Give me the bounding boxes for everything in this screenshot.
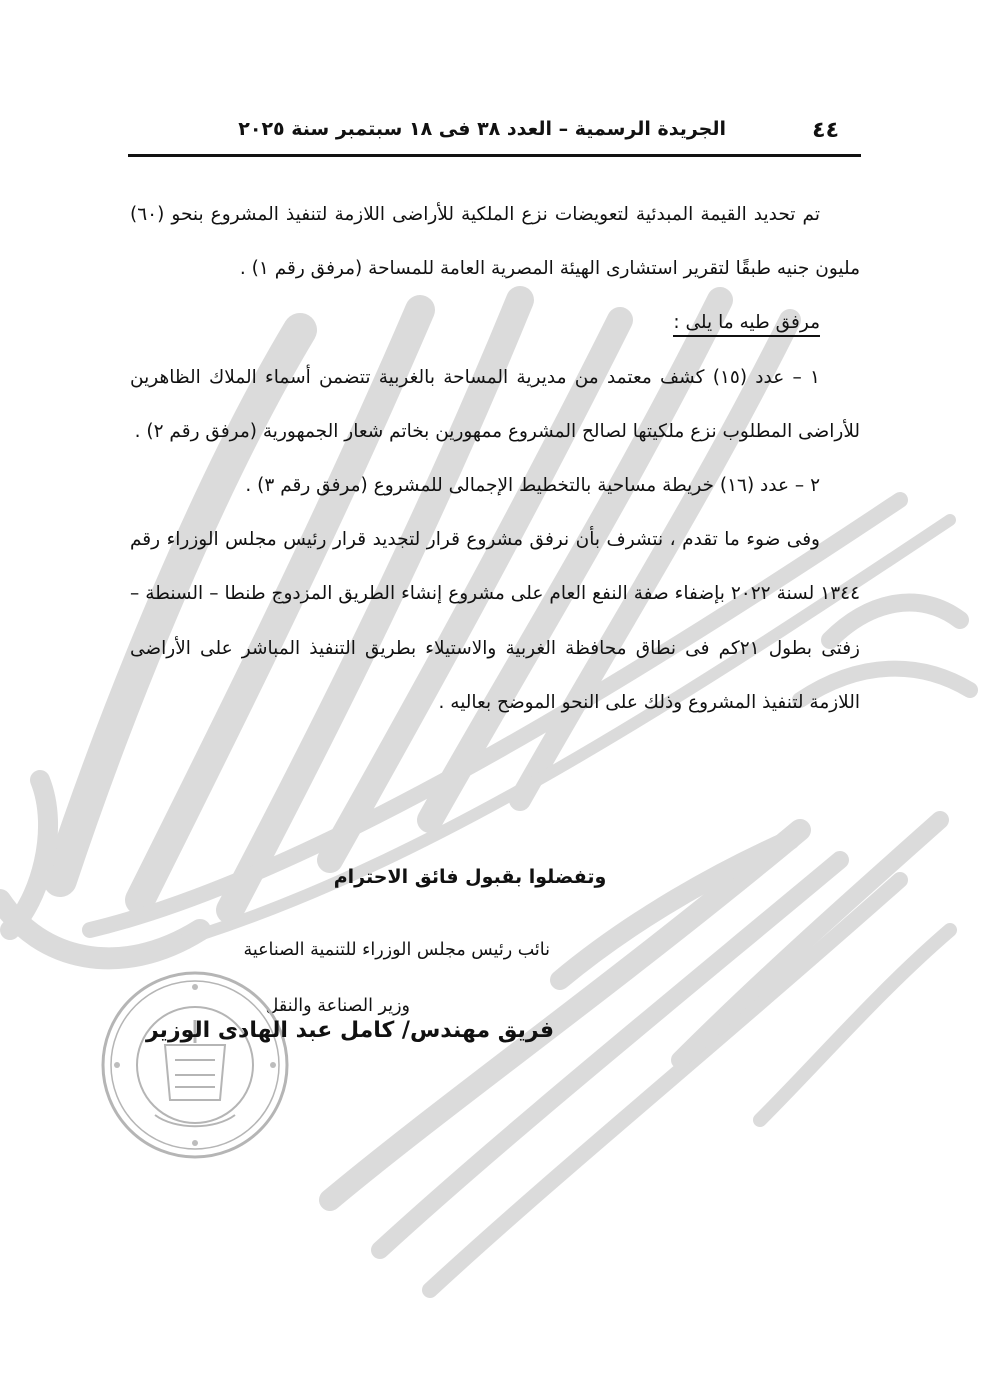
attachment-item-2: ٢ – عدد (١٦) خريطة مساحية بالتخطيط الإجمالى للمشروع (مرفق رقم ٣) . — [245, 475, 820, 497]
letter-body — [130, 188, 860, 730]
page-header — [128, 112, 861, 152]
signatory-title-line-1: نائب رئيس مجلس الوزراء للتنمية الصناعية — [243, 940, 550, 960]
official-seal-icon — [95, 965, 295, 1165]
header-divider — [128, 154, 861, 157]
attachments-heading-text: مرفق طيه ما يلى : — [673, 312, 820, 337]
signatory-name: فريق مهندس/ كامل عبد الهادى الوزير — [146, 1018, 554, 1043]
closing-salutation: وتفضلوا بقبول فائق الاحترام — [333, 866, 607, 888]
paragraph-decision: وفى ضوء ما تقدم ، نتشرف بأن نرفق مشروع قرار لتجديد قرار رئيس مجلس الوزراء رقم ١٣٤٤ لسنة ٢٠٢٢ بإضفاء صفة النفع العام على مشروع إنشاء الطريق المزدوج طنطا – السنطة – زفتى بطول ٢١كم فى نطاق محافظة الغربية والاستيلاء بطريق التنفيذ المباشر على الأراضى اللازمة لتنفيذ المشروع وذلك على النحو الموضح بعاليه . — [130, 529, 861, 713]
page-number: ٤٤ — [812, 118, 839, 143]
signatory-title-line-2: وزير الصناعة والنقل — [265, 996, 410, 1016]
attachments-heading — [130, 296, 860, 350]
attachment-item-1: ١ – عدد (١٥) كشف معتمد من مديرية المساحة بالغربية تتضمن أسماء الملاك الظاهرين للأراضى المطلوب نزع ملكيتها لصالح المشروع ممهورين بخاتم شعار الجمهورية (مرفق رقم ٢) . — [130, 366, 860, 442]
gazette-title: الجريدة الرسمية – العدد ٣٨ فى ١٨ سبتمبر سنة ٢٠٢٥ — [238, 118, 726, 140]
paragraph-compensation: تم تحديد القيمة المبدئية لتعويضات نزع الملكية للأراضى اللازمة لتنفيذ المشروع بنحو (٦٠) مليون جنيه طبقًا لتقرير استشارى الهيئة المصرية العامة للمساحة (مرفق رقم ١) . — [130, 204, 860, 280]
